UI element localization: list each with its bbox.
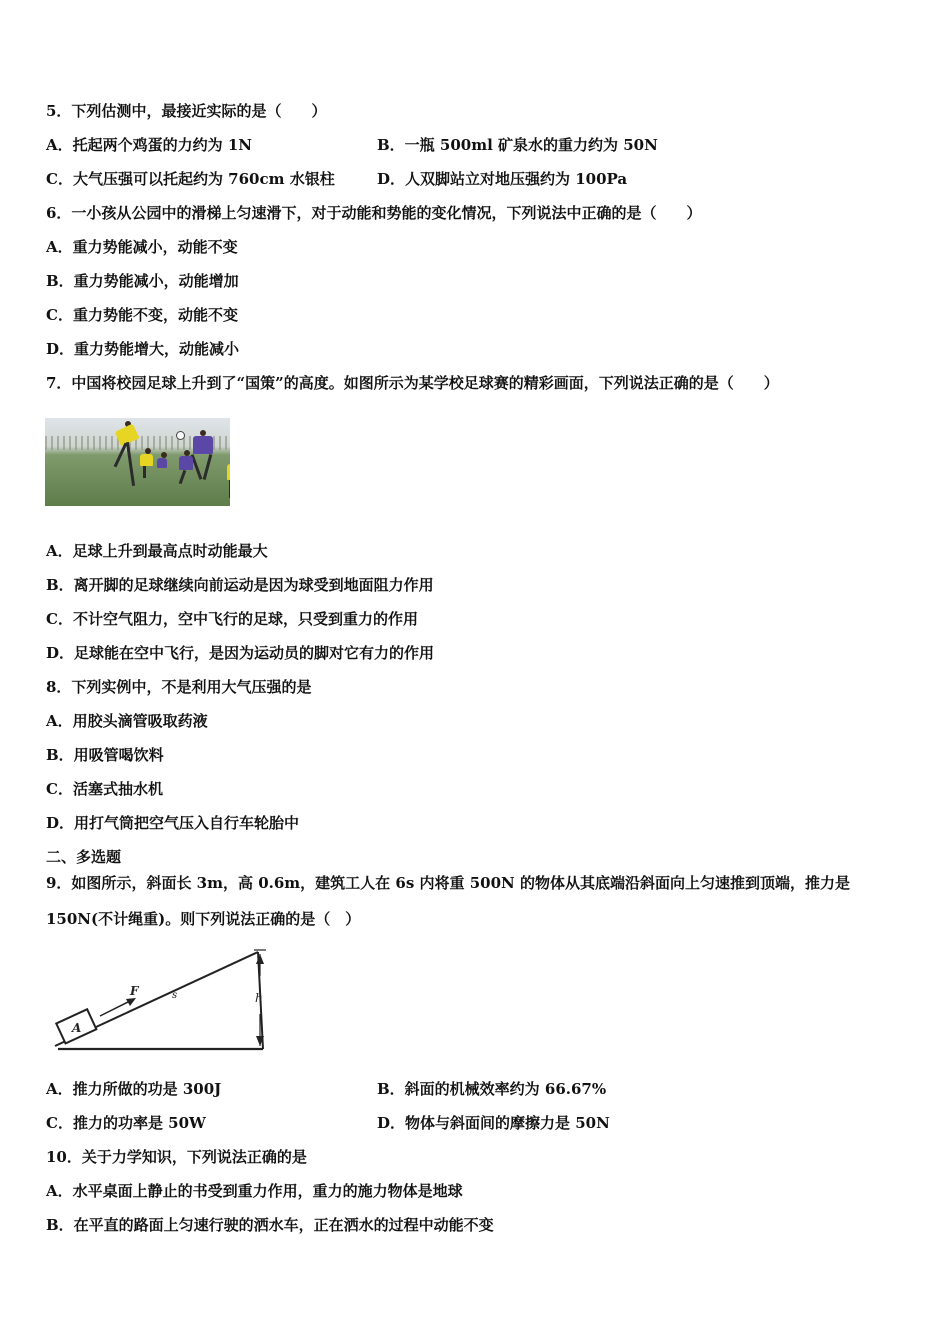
soccer-match-photo (45, 418, 230, 506)
q9-stem-line2: 150N(不计绳重)。则下列说法正确的是（ ） (46, 910, 361, 928)
q6-stem: 6．一小孩从公园中的滑梯上匀速滑下，对于动能和势能的变化情况，下列说法中正确的是（ ） (46, 204, 702, 222)
q8-option-b: B．用吸管喝饮料 (46, 746, 164, 764)
q10-option-a: A．水平桌面上静止的书受到重力作用，重力的施力物体是地球 (46, 1182, 463, 1200)
q6-option-c: C．重力势能不变，动能不变 (46, 306, 238, 324)
q5-stem: 5．下列估测中，最接近实际的是（ ） (46, 102, 327, 120)
q9-option-d: D．物体与斜面间的摩擦力是 50N (377, 1114, 610, 1132)
incline-diagram (48, 946, 273, 1058)
q7-option-c: C．不计空气阻力，空中飞行的足球，只受到重力的作用 (46, 610, 418, 628)
q8-option-a: A．用胶头滴管吸取药液 (46, 712, 208, 730)
block-label: A (72, 1021, 82, 1035)
q8-option-c: C．活塞式抽水机 (46, 780, 163, 798)
section-heading: 二、多选题 (46, 848, 122, 866)
q6-option-b: B．重力势能减小，动能增加 (46, 272, 239, 290)
q8-stem: 8．下列实例中，不是利用大气压强的是 (46, 678, 312, 696)
q6-option-d: D．重力势能增大，动能减小 (46, 340, 240, 358)
q8-option-d: D．用打气筒把空气压入自行车轮胎中 (46, 814, 300, 832)
force-label: F (130, 984, 139, 998)
q5-option-b: B．一瓶 500ml 矿泉水的重力约为 50N (377, 136, 658, 154)
q7-option-d: D．足球能在空中飞行，是因为运动员的脚对它有力的作用 (46, 644, 435, 662)
q5-option-c: C．大气压强可以托起约为 760cm 水银柱 (46, 170, 335, 188)
slope-label: s (172, 990, 178, 1001)
q7-stem: 7．中国将校园足球上升到了“国策”的高度。如图所示为某学校足球赛的精彩画面，下列说法正确的是（ ） (46, 374, 779, 392)
q5-option-a: A．托起两个鸡蛋的力约为 1N (46, 136, 253, 154)
q7-option-a: A．足球上升到最高点时动能最大 (46, 542, 268, 560)
q7-option-b: B．离开脚的足球继续向前运动是因为球受到地面阻力作用 (46, 576, 434, 594)
q5-option-d: D．人双脚站立对地压强约为 100Pa (377, 170, 628, 188)
q6-option-a: A．重力势能减小，动能不变 (46, 238, 238, 256)
q10-option-b: B．在平直的路面上匀速行驶的洒水车，正在洒水的过程中动能不变 (46, 1216, 494, 1234)
q9-option-a: A．推力所做的功是 300J (46, 1080, 222, 1098)
q9-option-c: C．推力的功率是 50W (46, 1114, 206, 1132)
q9-option-b: B．斜面的机械效率约为 66.67% (377, 1080, 607, 1098)
q9-stem-line1: 9．如图所示，斜面长 3m，高 0.6m，建筑工人在 6s 内将重 500N 的物体从其底端沿斜面向上匀速推到顶端，推力是 (46, 874, 850, 892)
q10-stem: 10．关于力学知识，下列说法正确的是 (46, 1148, 307, 1166)
height-label: h (255, 991, 263, 1005)
